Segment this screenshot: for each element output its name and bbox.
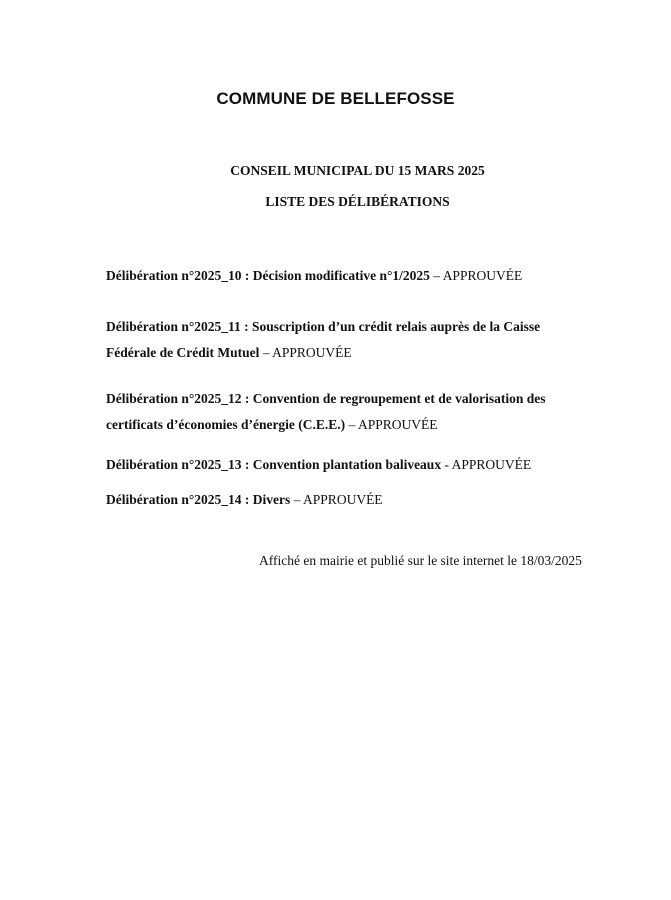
deliberation-ref: Délibération n°2025_10 : [106,268,250,283]
deliberation-item [106,386,576,438]
deliberation-ref: Délibération n°2025_13 : [106,457,250,472]
deliberation-list [106,263,576,527]
deliberation-item [106,487,576,513]
council-heading: CONSEIL MUNICIPAL DU 15 MARS 2025 [230,163,485,178]
publication-note: Affiché en mairie et publié sur le site internet le 18/03/2025 [259,553,582,568]
deliberation-separator: – [345,417,358,432]
deliberation-ref: Délibération n°2025_14 : [106,492,250,507]
deliberation-subject: Divers [249,492,291,507]
deliberation-status: APPROUVÉE [451,457,532,472]
deliberation-ref: Délibération n°2025_11 : [106,319,249,334]
deliberation-status: APPROUVÉE [272,345,352,360]
deliberation-separator: – [259,345,273,360]
deliberation-status: APPROUVÉE [357,417,438,432]
deliberation-subject: Décision modificative n°1/2025 [249,268,430,283]
deliberation-separator: – [290,492,304,507]
deliberation-status: APPROUVÉE [303,492,383,507]
deliberation-ref: Délibération n°2025_12 : [106,391,250,406]
deliberation-item [106,452,576,478]
list-heading: LISTE DES DÉLIBÉRATIONS [265,194,450,209]
deliberation-subject: Convention de regroupement et de valorisation des certificats d’économies d’énergie (C.E.E.) [106,391,546,432]
page-title: COMMUNE DE BELLEFOSSE [216,89,455,108]
deliberation-item [106,314,576,366]
deliberation-subject: Convention plantation baliveaux [249,457,442,472]
deliberation-item [106,263,576,289]
deliberation-separator: – [429,268,443,283]
deliberation-subject: Souscription d’un crédit relais auprès de la Caisse Fédérale de Crédit Mutuel [106,319,541,360]
deliberation-status: APPROUVÉE [442,268,523,283]
deliberation-separator: - [441,457,452,472]
